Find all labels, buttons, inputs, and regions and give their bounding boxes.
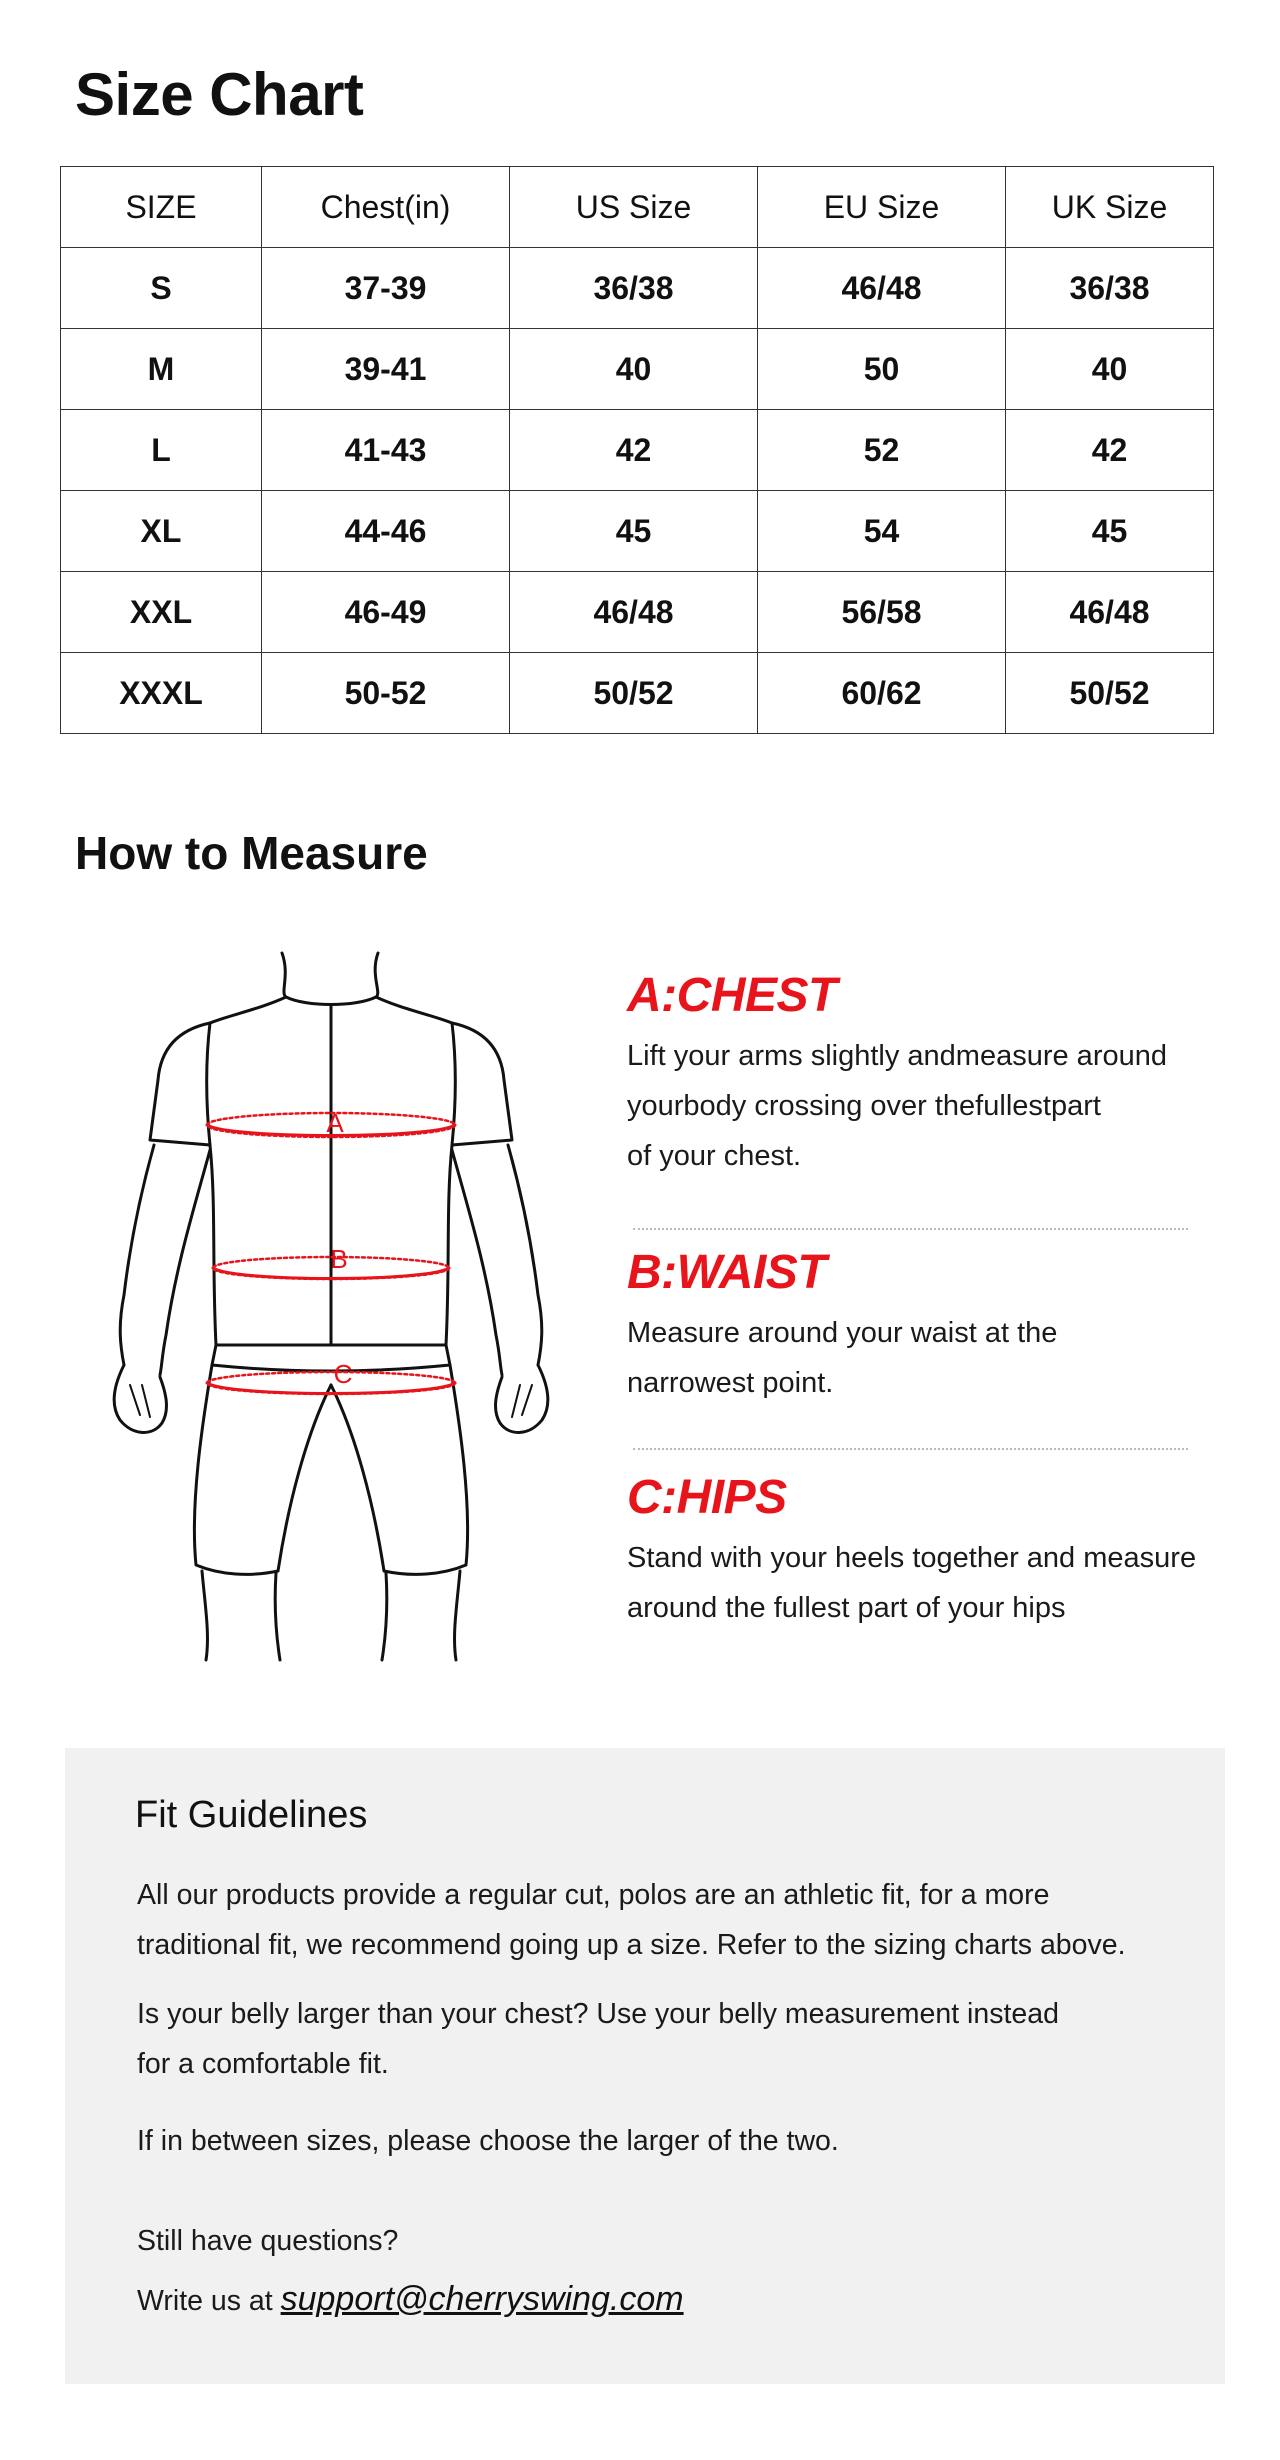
measure-chest bbox=[627, 968, 1227, 1181]
measure-text-line: yourbody crossing over thefullestpart bbox=[627, 1090, 1101, 1122]
measure-hips bbox=[627, 1470, 1227, 1633]
figure-label-a: A bbox=[326, 1107, 344, 1138]
table-cell: XL bbox=[61, 491, 262, 572]
table-cell: 42 bbox=[510, 410, 758, 491]
divider bbox=[633, 1228, 1188, 1230]
measure-text-line: around the fullest part of your hips bbox=[627, 1592, 1066, 1624]
table-cell: 41-43 bbox=[262, 410, 510, 491]
table-cell: 40 bbox=[1006, 329, 1214, 410]
measure-title-waist: B:WAIST bbox=[627, 1246, 827, 1299]
measure-text-line: of your chest. bbox=[627, 1140, 802, 1172]
support-email-link[interactable]: support@cherryswing.com bbox=[280, 2280, 684, 2318]
write-us-label: Write us at bbox=[137, 2285, 273, 2317]
column-header: UK Size bbox=[1006, 167, 1214, 248]
column-header: EU Size bbox=[758, 167, 1006, 248]
measure-title-hips: C:HIPS bbox=[627, 1471, 787, 1524]
table-cell: M bbox=[61, 329, 262, 410]
table-cell: 50 bbox=[758, 329, 1006, 410]
measure-text-line: Measure around your waist at the bbox=[627, 1317, 1058, 1349]
size-table bbox=[60, 166, 1214, 734]
table-cell: 46/48 bbox=[510, 572, 758, 653]
table-header-row bbox=[61, 167, 1214, 248]
table-cell: 54 bbox=[758, 491, 1006, 572]
table-cell: 45 bbox=[510, 491, 758, 572]
fit-text-line: Is your belly larger than your chest? Use your belly measurement instead bbox=[137, 1998, 1059, 2030]
measure-text-line: Lift your arms slightly andmeasure around bbox=[627, 1040, 1167, 1072]
table-row bbox=[61, 572, 1214, 653]
body-measurement-figure bbox=[110, 945, 550, 1665]
table-cell: 44-46 bbox=[262, 491, 510, 572]
table-cell: 40 bbox=[510, 329, 758, 410]
measure-text-line: Stand with your heels together and measure bbox=[627, 1542, 1197, 1574]
fit-guidelines-title: Fit Guidelines bbox=[135, 1794, 368, 1836]
table-row bbox=[61, 410, 1214, 491]
figure-label-c: C bbox=[333, 1358, 353, 1389]
table-row bbox=[61, 653, 1214, 734]
fit-guidelines-box bbox=[65, 1748, 1225, 2384]
table-cell: 36/38 bbox=[510, 248, 758, 329]
table-cell: 56/58 bbox=[758, 572, 1006, 653]
table-cell: 46-49 bbox=[262, 572, 510, 653]
fit-text-line: If in between sizes, please choose the larger of the two. bbox=[137, 2125, 839, 2157]
table-cell: 50/52 bbox=[1006, 653, 1214, 734]
column-header: SIZE bbox=[61, 167, 262, 248]
table-cell: 60/62 bbox=[758, 653, 1006, 734]
measure-title-chest: A:CHEST bbox=[627, 969, 837, 1022]
column-header: US Size bbox=[510, 167, 758, 248]
table-row bbox=[61, 329, 1214, 410]
measure-text-line: narrowest point. bbox=[627, 1367, 834, 1399]
table-cell: 50-52 bbox=[262, 653, 510, 734]
table-cell: 42 bbox=[1006, 410, 1214, 491]
table-cell: 37-39 bbox=[262, 248, 510, 329]
divider bbox=[633, 1448, 1188, 1450]
table-row bbox=[61, 248, 1214, 329]
table-row bbox=[61, 491, 1214, 572]
table-cell: 45 bbox=[1006, 491, 1214, 572]
table-cell: XXXL bbox=[61, 653, 262, 734]
fit-text-line: for a comfortable fit. bbox=[137, 2048, 389, 2080]
page-title: Size Chart bbox=[75, 61, 364, 128]
column-header: Chest(in) bbox=[262, 167, 510, 248]
contact-line bbox=[137, 2274, 1197, 2326]
table-cell: 39-41 bbox=[262, 329, 510, 410]
how-to-measure-title: How to Measure bbox=[75, 827, 428, 879]
table-cell: L bbox=[61, 410, 262, 491]
table-cell: 46/48 bbox=[758, 248, 1006, 329]
table-cell: 50/52 bbox=[510, 653, 758, 734]
fit-text-line: All our products provide a regular cut, polos are an athletic fit, for a more bbox=[137, 1879, 1050, 1911]
table-cell: S bbox=[61, 248, 262, 329]
figure-label-b: B bbox=[330, 1243, 348, 1274]
table-cell: 46/48 bbox=[1006, 572, 1214, 653]
fit-text-line: traditional fit, we recommend going up a size. Refer to the sizing charts above. bbox=[137, 1929, 1126, 1961]
table-cell: 36/38 bbox=[1006, 248, 1214, 329]
table-cell: 52 bbox=[758, 410, 1006, 491]
table-cell: XXL bbox=[61, 572, 262, 653]
measure-waist bbox=[627, 1245, 1227, 1408]
questions-text: Still have questions? bbox=[137, 2225, 399, 2257]
